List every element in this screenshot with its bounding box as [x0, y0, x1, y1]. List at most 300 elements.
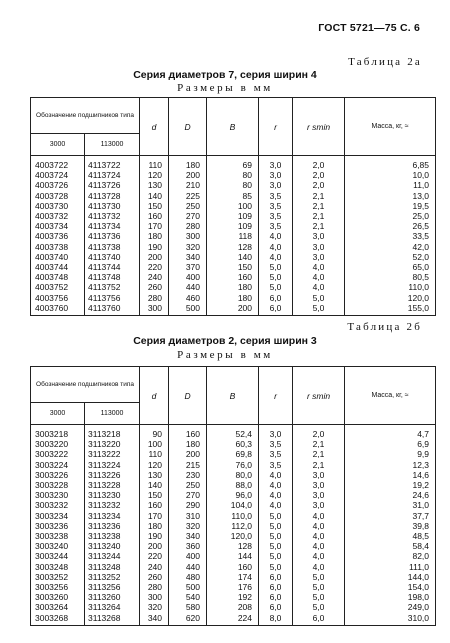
cell-B: 109 — [207, 221, 259, 231]
table-row — [31, 541, 436, 551]
cell-type-113000: 3113236 — [85, 521, 140, 531]
cell-D: 340 — [169, 531, 207, 541]
cell-mass: 33,5 — [345, 231, 436, 241]
cell-D: 620 — [169, 613, 207, 626]
cell-B: 80,0 — [207, 470, 259, 480]
cell-mass: 19,5 — [345, 201, 436, 211]
cell-r: 5,0 — [259, 272, 293, 282]
cell-d: 110 — [140, 156, 169, 171]
cell-D: 460 — [169, 293, 207, 303]
cell-d: 120 — [140, 170, 169, 180]
cell-d: 260 — [140, 282, 169, 292]
table-row — [31, 500, 436, 510]
table-b-body — [31, 425, 436, 626]
cell-d: 110 — [140, 449, 169, 459]
type-113000-header: 113000 — [85, 134, 140, 156]
cell-D: 250 — [169, 201, 207, 211]
table-row — [31, 572, 436, 582]
cell-B: 192 — [207, 592, 259, 602]
cell-type-3000: 4003726 — [31, 180, 85, 190]
cell-d: 190 — [140, 531, 169, 541]
bearing-type-header: Обозначение подшипников типа — [31, 367, 140, 403]
col-rsmin-header: r smin — [293, 98, 345, 156]
cell-type-113000: 3113244 — [85, 551, 140, 561]
table-row — [31, 582, 436, 592]
cell-mass: 82,0 — [345, 551, 436, 561]
cell-D: 500 — [169, 303, 207, 316]
cell-d: 320 — [140, 602, 169, 612]
cell-type-3000: 3003256 — [31, 582, 85, 592]
table-row — [31, 480, 436, 490]
cell-rsmin: 3,0 — [293, 242, 345, 252]
col-D-header: D — [169, 367, 207, 425]
col-rsmin-header: r smin — [293, 367, 345, 425]
table-row — [31, 613, 436, 626]
cell-mass: 25,0 — [345, 211, 436, 221]
cell-r: 4,0 — [259, 480, 293, 490]
cell-D: 290 — [169, 500, 207, 510]
cell-d: 240 — [140, 272, 169, 282]
cell-mass: 13,0 — [345, 191, 436, 201]
cell-d: 90 — [140, 425, 169, 440]
cell-r: 3,5 — [259, 460, 293, 470]
table-row — [31, 551, 436, 561]
cell-r: 4,0 — [259, 490, 293, 500]
table-row — [31, 425, 436, 440]
cell-B: 160 — [207, 562, 259, 572]
cell-type-113000: 3113256 — [85, 582, 140, 592]
table-a-body — [31, 156, 436, 316]
cell-rsmin: 2,0 — [293, 425, 345, 440]
cell-d: 170 — [140, 511, 169, 521]
table-row — [31, 511, 436, 521]
cell-mass: 310,0 — [345, 613, 436, 626]
cell-d: 220 — [140, 262, 169, 272]
cell-D: 580 — [169, 602, 207, 612]
cell-mass: 110,0 — [345, 282, 436, 292]
table-row — [31, 460, 436, 470]
cell-rsmin: 2,1 — [293, 211, 345, 221]
cell-type-113000: 4113736 — [85, 231, 140, 241]
table-row — [31, 531, 436, 541]
cell-mass: 58,4 — [345, 541, 436, 551]
cell-mass: 120,0 — [345, 293, 436, 303]
cell-D: 320 — [169, 242, 207, 252]
col-mass-header: Масса, кг, ≈ — [345, 367, 436, 425]
col-r-header: r — [259, 98, 293, 156]
cell-B: 85 — [207, 191, 259, 201]
cell-r: 3,0 — [259, 156, 293, 171]
cell-B: 109 — [207, 211, 259, 221]
cell-rsmin: 5,0 — [293, 293, 345, 303]
cell-d: 260 — [140, 572, 169, 582]
cell-r: 3,5 — [259, 449, 293, 459]
cell-type-3000: 3003222 — [31, 449, 85, 459]
cell-r: 6,0 — [259, 582, 293, 592]
cell-type-3000: 3003238 — [31, 531, 85, 541]
cell-r: 4,0 — [259, 231, 293, 241]
cell-type-113000: 4113734 — [85, 221, 140, 231]
cell-d: 160 — [140, 500, 169, 510]
cell-rsmin: 4,0 — [293, 282, 345, 292]
cell-B: 224 — [207, 613, 259, 626]
cell-rsmin: 4,0 — [293, 562, 345, 572]
cell-mass: 80,5 — [345, 272, 436, 282]
bearing-type-header: Обозначение подшипников типа — [31, 98, 140, 134]
cell-B: 150 — [207, 262, 259, 272]
cell-type-113000: 4113752 — [85, 282, 140, 292]
cell-d: 280 — [140, 582, 169, 592]
cell-type-3000: 3003232 — [31, 500, 85, 510]
cell-type-3000: 4003734 — [31, 221, 85, 231]
cell-r: 5,0 — [259, 282, 293, 292]
col-mass-header: Масса, кг, ≈ — [345, 98, 436, 156]
cell-D: 225 — [169, 191, 207, 201]
cell-type-113000: 4113744 — [85, 262, 140, 272]
cell-d: 190 — [140, 242, 169, 252]
cell-B: 144 — [207, 551, 259, 561]
cell-type-3000: 3003264 — [31, 602, 85, 612]
cell-D: 280 — [169, 221, 207, 231]
cell-rsmin: 2,1 — [293, 221, 345, 231]
cell-r: 3,5 — [259, 191, 293, 201]
cell-mass: 144,0 — [345, 572, 436, 582]
cell-r: 3,0 — [259, 170, 293, 180]
cell-rsmin: 3,0 — [293, 470, 345, 480]
cell-type-3000: 3003244 — [31, 551, 85, 561]
table-row — [31, 439, 436, 449]
cell-mass: 26,5 — [345, 221, 436, 231]
cell-type-113000: 3113252 — [85, 572, 140, 582]
cell-B: 80 — [207, 180, 259, 190]
cell-rsmin: 5,0 — [293, 592, 345, 602]
cell-type-113000: 4113722 — [85, 156, 140, 171]
cell-B: 160 — [207, 272, 259, 282]
cell-rsmin: 2,0 — [293, 156, 345, 171]
cell-d: 200 — [140, 252, 169, 262]
cell-rsmin: 4,0 — [293, 521, 345, 531]
cell-d: 130 — [140, 180, 169, 190]
cell-type-3000: 4003724 — [31, 170, 85, 180]
cell-mass: 37,7 — [345, 511, 436, 521]
table-a-title: Серия диаметров 7, серия ширин 4 — [133, 69, 317, 81]
cell-r: 6,0 — [259, 303, 293, 316]
cell-type-3000: 4003722 — [31, 156, 85, 171]
cell-r: 5,0 — [259, 521, 293, 531]
cell-rsmin: 2,1 — [293, 460, 345, 470]
cell-mass: 12,3 — [345, 460, 436, 470]
cell-rsmin: 3,0 — [293, 252, 345, 262]
table-row — [31, 201, 436, 211]
cell-D: 270 — [169, 490, 207, 500]
cell-type-3000: 3003226 — [31, 470, 85, 480]
cell-r: 4,0 — [259, 242, 293, 252]
cell-B: 208 — [207, 602, 259, 612]
cell-mass: 10,0 — [345, 170, 436, 180]
cell-mass: 48,5 — [345, 531, 436, 541]
cell-rsmin: 3,0 — [293, 500, 345, 510]
cell-D: 540 — [169, 592, 207, 602]
cell-d: 220 — [140, 551, 169, 561]
cell-rsmin: 2,1 — [293, 191, 345, 201]
cell-r: 6,0 — [259, 602, 293, 612]
cell-B: 69,8 — [207, 449, 259, 459]
cell-r: 6,0 — [259, 572, 293, 582]
table-row — [31, 231, 436, 241]
cell-type-113000: 4113760 — [85, 303, 140, 316]
table-row — [31, 592, 436, 602]
cell-type-3000: 3003240 — [31, 541, 85, 551]
cell-D: 440 — [169, 562, 207, 572]
cell-D: 180 — [169, 156, 207, 171]
cell-mass: 249,0 — [345, 602, 436, 612]
cell-rsmin: 4,0 — [293, 541, 345, 551]
table-row — [31, 521, 436, 531]
cell-mass: 52,0 — [345, 252, 436, 262]
cell-type-113000: 4113738 — [85, 242, 140, 252]
cell-d: 200 — [140, 541, 169, 551]
cell-D: 320 — [169, 521, 207, 531]
cell-D: 310 — [169, 511, 207, 521]
cell-type-113000: 4113726 — [85, 180, 140, 190]
cell-B: 88,0 — [207, 480, 259, 490]
cell-r: 4,0 — [259, 470, 293, 480]
cell-rsmin: 5,0 — [293, 572, 345, 582]
cell-d: 130 — [140, 470, 169, 480]
cell-mass: 198,0 — [345, 592, 436, 602]
table-row — [31, 490, 436, 500]
cell-B: 112,0 — [207, 521, 259, 531]
table-row — [31, 282, 436, 292]
cell-r: 3,5 — [259, 201, 293, 211]
cell-type-3000: 3003268 — [31, 613, 85, 626]
cell-r: 5,0 — [259, 541, 293, 551]
cell-d: 150 — [140, 490, 169, 500]
cell-B: 176 — [207, 582, 259, 592]
cell-D: 400 — [169, 272, 207, 282]
cell-d: 150 — [140, 201, 169, 211]
cell-rsmin: 4,0 — [293, 531, 345, 541]
cell-type-113000: 4113728 — [85, 191, 140, 201]
table-row — [31, 449, 436, 459]
cell-B: 128 — [207, 242, 259, 252]
cell-type-3000: 3003260 — [31, 592, 85, 602]
cell-D: 250 — [169, 480, 207, 490]
cell-type-113000: 3113234 — [85, 511, 140, 521]
cell-type-113000: 3113232 — [85, 500, 140, 510]
cell-rsmin: 2,0 — [293, 180, 345, 190]
cell-D: 400 — [169, 551, 207, 561]
table-row — [31, 211, 436, 221]
table-b-label: Таблица 2б — [347, 321, 422, 333]
cell-d: 300 — [140, 592, 169, 602]
cell-type-3000: 4003744 — [31, 262, 85, 272]
table-b-title: Серия диаметров 2, серия ширин 3 — [133, 335, 317, 347]
type-3000-header: 3000 — [31, 403, 85, 425]
cell-rsmin: 2,1 — [293, 201, 345, 211]
cell-type-113000: 3113240 — [85, 541, 140, 551]
cell-type-113000: 4113724 — [85, 170, 140, 180]
table-row — [31, 191, 436, 201]
cell-type-113000: 4113756 — [85, 293, 140, 303]
cell-B: 69 — [207, 156, 259, 171]
cell-mass: 154,0 — [345, 582, 436, 592]
table-row — [31, 470, 436, 480]
cell-type-113000: 3113222 — [85, 449, 140, 459]
cell-mass: 65,0 — [345, 262, 436, 272]
cell-D: 360 — [169, 541, 207, 551]
cell-B: 96,0 — [207, 490, 259, 500]
cell-d: 100 — [140, 439, 169, 449]
cell-r: 5,0 — [259, 531, 293, 541]
cell-d: 120 — [140, 460, 169, 470]
table-row — [31, 272, 436, 282]
cell-type-3000: 3003234 — [31, 511, 85, 521]
cell-type-113000: 4113740 — [85, 252, 140, 262]
cell-type-3000: 3003248 — [31, 562, 85, 572]
cell-rsmin: 2,1 — [293, 449, 345, 459]
cell-B: 120,0 — [207, 531, 259, 541]
table-a — [30, 97, 436, 316]
cell-type-113000: 3113226 — [85, 470, 140, 480]
cell-mass: 111,0 — [345, 562, 436, 572]
table-a-units: Размеры в мм — [177, 82, 273, 94]
cell-mass: 31,0 — [345, 500, 436, 510]
table-row — [31, 303, 436, 316]
cell-D: 370 — [169, 262, 207, 272]
cell-mass: 42,0 — [345, 242, 436, 252]
cell-type-113000: 3113218 — [85, 425, 140, 440]
cell-mass: 6,85 — [345, 156, 436, 171]
cell-type-3000: 4003728 — [31, 191, 85, 201]
table-row — [31, 602, 436, 612]
col-B-header: B — [207, 367, 259, 425]
cell-D: 160 — [169, 425, 207, 440]
cell-D: 215 — [169, 460, 207, 470]
cell-B: 180 — [207, 293, 259, 303]
cell-B: 100 — [207, 201, 259, 211]
cell-mass: 6,9 — [345, 439, 436, 449]
table-row — [31, 252, 436, 262]
table-row — [31, 170, 436, 180]
cell-rsmin: 4,0 — [293, 262, 345, 272]
cell-d: 160 — [140, 211, 169, 221]
cell-D: 480 — [169, 572, 207, 582]
cell-rsmin: 4,0 — [293, 272, 345, 282]
cell-type-113000: 3113238 — [85, 531, 140, 541]
cell-rsmin: 6,0 — [293, 613, 345, 626]
cell-rsmin: 5,0 — [293, 602, 345, 612]
cell-rsmin: 5,0 — [293, 303, 345, 316]
cell-D: 200 — [169, 170, 207, 180]
cell-type-3000: 3003220 — [31, 439, 85, 449]
cell-d: 300 — [140, 303, 169, 316]
cell-r: 3,5 — [259, 211, 293, 221]
cell-type-113000: 3113220 — [85, 439, 140, 449]
table-row — [31, 293, 436, 303]
cell-rsmin: 4,0 — [293, 511, 345, 521]
cell-D: 180 — [169, 439, 207, 449]
type-3000-header: 3000 — [31, 134, 85, 156]
cell-B: 110,0 — [207, 511, 259, 521]
cell-mass: 4,7 — [345, 425, 436, 440]
cell-rsmin: 3,0 — [293, 480, 345, 490]
cell-type-3000: 4003760 — [31, 303, 85, 316]
col-D-header: D — [169, 98, 207, 156]
cell-r: 5,0 — [259, 551, 293, 561]
cell-B: 180 — [207, 282, 259, 292]
cell-d: 140 — [140, 191, 169, 201]
cell-d: 240 — [140, 562, 169, 572]
cell-mass: 11,0 — [345, 180, 436, 190]
cell-d: 140 — [140, 480, 169, 490]
page-header: ГОСТ 5721—75 С. 6 — [318, 22, 420, 34]
cell-d: 180 — [140, 231, 169, 241]
cell-D: 500 — [169, 582, 207, 592]
cell-d: 340 — [140, 613, 169, 626]
cell-B: 80 — [207, 170, 259, 180]
cell-type-3000: 4003756 — [31, 293, 85, 303]
cell-type-3000: 3003228 — [31, 480, 85, 490]
cell-r: 3,5 — [259, 221, 293, 231]
cell-type-3000: 3003224 — [31, 460, 85, 470]
cell-B: 140 — [207, 252, 259, 262]
cell-type-113000: 3113230 — [85, 490, 140, 500]
cell-B: 76,0 — [207, 460, 259, 470]
table-a-label: Таблица 2а — [348, 56, 422, 68]
cell-type-113000: 3113228 — [85, 480, 140, 490]
cell-type-3000: 3003218 — [31, 425, 85, 440]
cell-type-113000: 4113732 — [85, 211, 140, 221]
cell-B: 52,4 — [207, 425, 259, 440]
cell-type-3000: 4003730 — [31, 201, 85, 211]
cell-type-113000: 3113260 — [85, 592, 140, 602]
cell-type-113000: 3113268 — [85, 613, 140, 626]
cell-D: 200 — [169, 449, 207, 459]
cell-B: 200 — [207, 303, 259, 316]
table-b — [30, 366, 436, 626]
cell-r: 6,0 — [259, 592, 293, 602]
cell-mass: 155,0 — [345, 303, 436, 316]
cell-B: 174 — [207, 572, 259, 582]
cell-type-3000: 3003230 — [31, 490, 85, 500]
cell-r: 8,0 — [259, 613, 293, 626]
table-row — [31, 221, 436, 231]
cell-mass: 14,6 — [345, 470, 436, 480]
cell-B: 60,3 — [207, 439, 259, 449]
cell-type-3000: 4003752 — [31, 282, 85, 292]
table-row — [31, 156, 436, 171]
cell-type-3000: 4003732 — [31, 211, 85, 221]
cell-D: 300 — [169, 231, 207, 241]
cell-D: 210 — [169, 180, 207, 190]
cell-type-113000: 3113224 — [85, 460, 140, 470]
cell-type-3000: 4003748 — [31, 272, 85, 282]
cell-d: 170 — [140, 221, 169, 231]
cell-type-113000: 4113730 — [85, 201, 140, 211]
cell-rsmin: 2,0 — [293, 170, 345, 180]
cell-B: 104,0 — [207, 500, 259, 510]
table-row — [31, 262, 436, 272]
cell-D: 440 — [169, 282, 207, 292]
cell-type-3000: 4003736 — [31, 231, 85, 241]
cell-mass: 9,9 — [345, 449, 436, 459]
cell-type-113000: 3113264 — [85, 602, 140, 612]
cell-r: 6,0 — [259, 293, 293, 303]
cell-r: 5,0 — [259, 262, 293, 272]
cell-r: 5,0 — [259, 562, 293, 572]
col-d-header: d — [140, 367, 169, 425]
